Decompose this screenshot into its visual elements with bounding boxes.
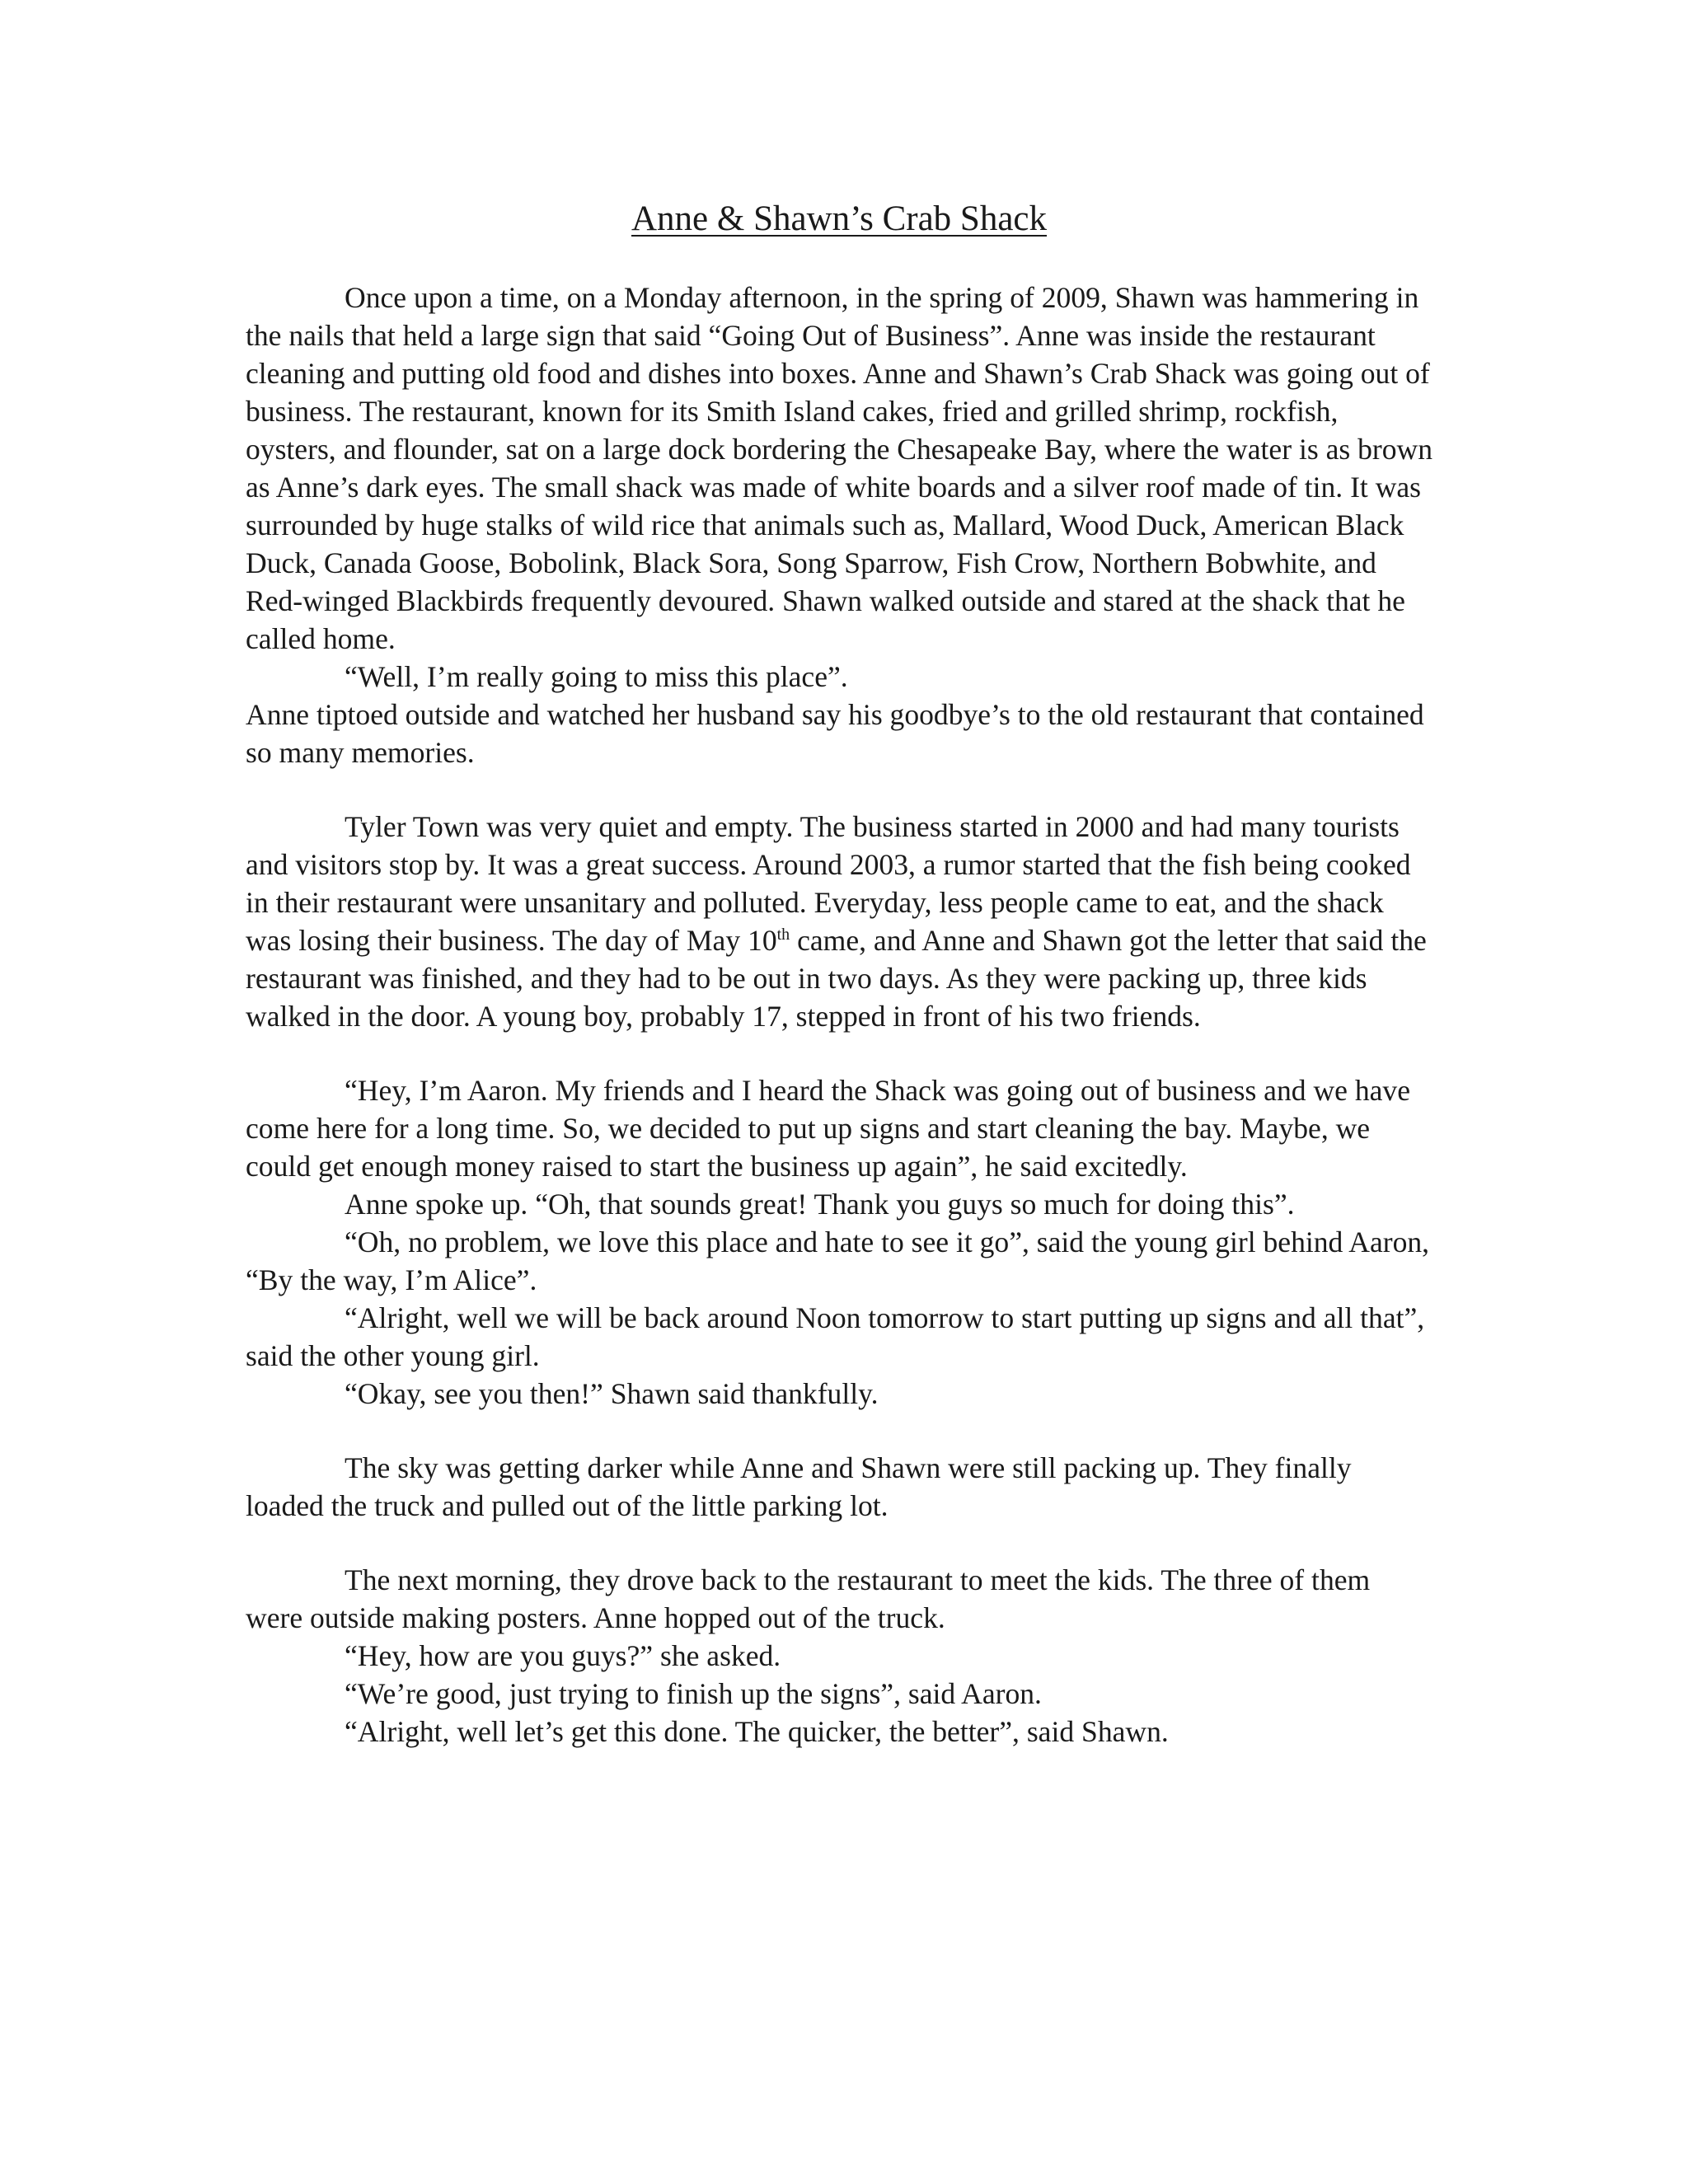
document-page xyxy=(246,194,1432,1750)
paragraph-tyler-town xyxy=(246,808,1432,1035)
paragraph-gap xyxy=(246,1525,1432,1561)
superscript: th xyxy=(776,926,790,944)
paragraph-text: came, and Anne and Shawn got the letter that said the restaurant was finished, and they had to be out in two days. As they were packing up, three kids walked in the door. A young boy, probably 17, stepped in front of his two friends. xyxy=(246,924,1427,1033)
paragraph-dialogue: “Hey, how are you guys?” she asked. xyxy=(345,1639,781,1672)
paragraph-gap xyxy=(246,1413,1432,1449)
paragraph-gap xyxy=(246,771,1432,808)
paragraph-evening: The sky was getting darker while Anne and Shawn were still packing up. They finally loaded the truck and pulled out of the little parking lot. xyxy=(246,1451,1352,1522)
paragraph-next-morning: The next morning, they drove back to the restaurant to meet the kids. The three of them were outside making posters. Anne hopped out of the truck. xyxy=(246,1563,1371,1634)
paragraph-aaron: “Hey, I’m Aaron. My friends and I heard the Shack was going out of business and we have come here for a long time. So, we decided to put up signs and start cleaning the bay. Maybe, we could get enough money raised to start the business up again”, he said excitedly. xyxy=(246,1074,1410,1183)
paragraph-dialogue: “Alright, well we will be back around Noon tomorrow to start putting up signs and all that”, said the other young girl. xyxy=(246,1301,1425,1372)
paragraph-dialogue: Anne spoke up. “Oh, that sounds great! Thank you guys so much for doing this”. xyxy=(345,1188,1295,1221)
paragraph-text: Tyler Town was very quiet and empty. The business started in 2000 and had many tourists and visitors stop by. It was a great success. Around 2003, a rumor started that the fish being cooked in their restaurant were unsanitary and polluted. Everyday, less people came to eat, and the shack was losing their business. The day of May 10 xyxy=(246,810,1411,957)
paragraph-opening: Once upon a time, on a Monday afternoon, in the spring of 2009, Shawn was hammering in the nails that held a large sign that said “Going Out of Business”. Anne was inside the restaurant cleaning and putting old food and dishes into boxes. Anne and Shawn’s Crab Shack was going out of business. The restaurant, known for its Smith Island cakes, fried and grilled shrimp, rockfish, oysters, and flounder, sat on a large dock bordering the Chesapeake Bay, where the water is as brown as Anne’s dark eyes. The small shack was made of white boards and a silver roof made of tin. It was surrounded by huge stalks of wild rice that animals such as, Mallard, Wood Duck, American Black Duck, Canada Goose, Bobolink, Black Sora, Song Sparrow, Fish Crow, Northern Bobwhite, and Red-winged Blackbirds frequently devoured. Shawn walked outside and stared at the shack that he called home. xyxy=(246,281,1433,655)
paragraph-narration: Anne tiptoed outside and watched her husband say his goodbye’s to the old restaurant that contained so many memories. xyxy=(246,698,1424,769)
paragraph-dialogue: “Oh, no problem, we love this place and hate to see it go”, said the young girl behind Aaron, “By the way, I’m Alice”. xyxy=(246,1226,1430,1296)
paragraph-dialogue: “Well, I’m really going to miss this place”. xyxy=(345,660,848,693)
paragraph-dialogue: “Okay, see you then!” Shawn said thankfully. xyxy=(345,1377,879,1410)
paragraph-gap xyxy=(246,1035,1432,1071)
document-title: Anne & Shawn’s Crab Shack xyxy=(631,199,1047,238)
paragraph-dialogue: “Alright, well let’s get this done. The quicker, the better”, said Shawn. xyxy=(345,1715,1169,1748)
paragraph-dialogue: “We’re good, just trying to finish up the signs”, said Aaron. xyxy=(345,1677,1042,1710)
